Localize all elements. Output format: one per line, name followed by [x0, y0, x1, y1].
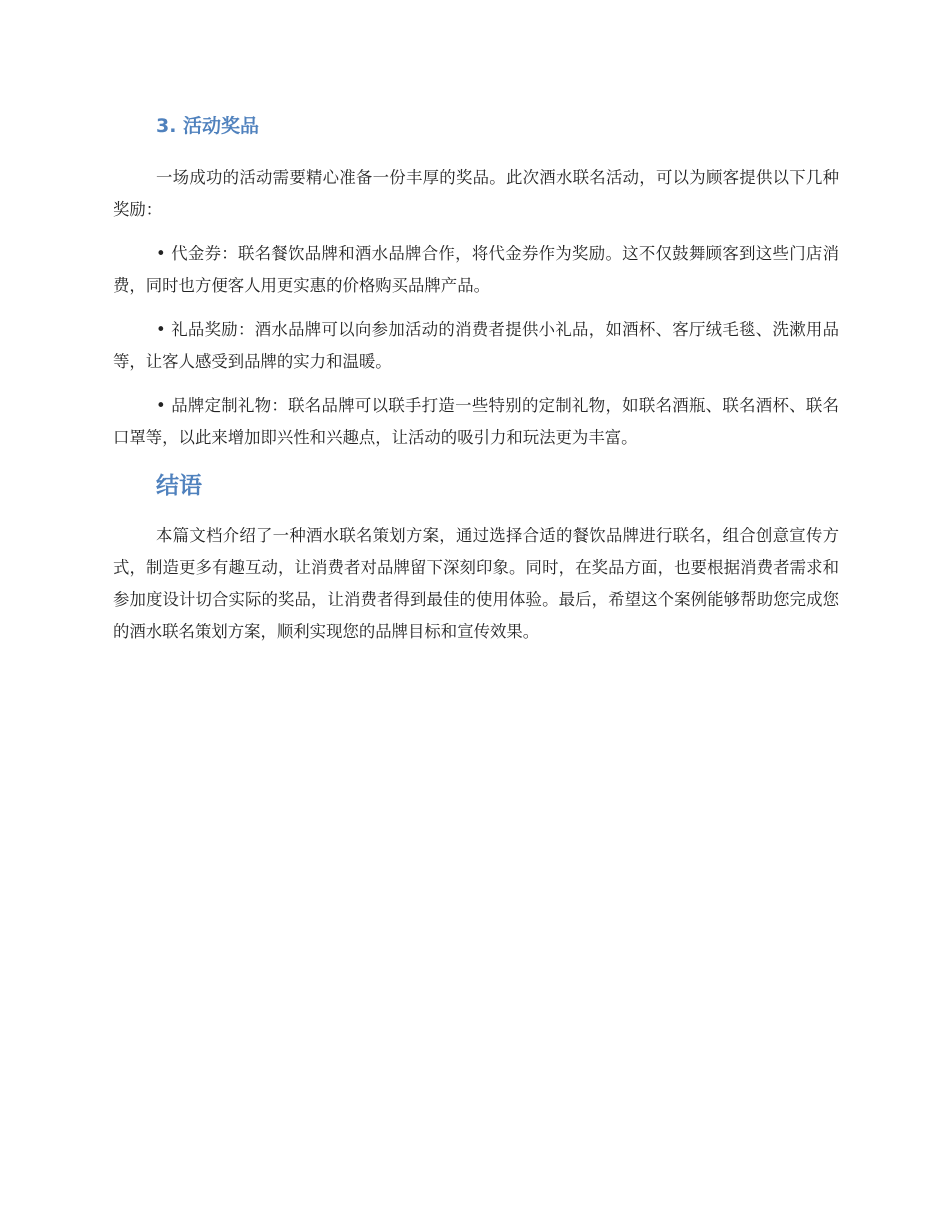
- conclusion-paragraph: 本篇文档介绍了一种酒水联名策划方案，通过选择合适的餐饮品牌进行联名，组合创意宣传方式，制造更多有趣互动，让消费者对品牌留下深刻印象。同时，在奖品方面，也要根据消费者需求和参加度设计切合实际的奖品，让消费者得到最佳的使用体验。最后，希望这个案例能够帮助您完成您的酒水联名策划方案，顺利实现您的品牌目标和宣传效果。: [113, 526, 839, 641]
- prize-item-custom-gift: • 品牌定制礼物：联名品牌可以联手打造一些特别的定制礼物，如联名酒瓶、联名酒杯、联名口罩等，以此来增加即兴性和兴趣点，让活动的吸引力和玩法更为丰富。: [113, 396, 839, 447]
- prize-item-gift: • 礼品奖励：酒水品牌可以向参加活动的消费者提供小礼品，如酒杯、客厅绒毛毯、洗漱用品等，让客人感受到品牌的实力和温暖。: [113, 320, 839, 371]
- prizes-intro-paragraph: 一场成功的活动需要精心准备一份丰厚的奖品。此次酒水联名活动，可以为顾客提供以下几种奖励：: [113, 168, 839, 219]
- prize-item-voucher: • 代金券：联名餐饮品牌和酒水品牌合作，将代金券作为奖励。这不仅鼓舞顾客到这些门店消费，同时也方便客人用更实惠的价格购买品牌产品。: [113, 244, 839, 295]
- document-body: [113, 108, 839, 660]
- section-heading-prizes: 3. 活动奖品: [156, 115, 260, 137]
- section-heading-conclusion: 结语: [156, 473, 202, 499]
